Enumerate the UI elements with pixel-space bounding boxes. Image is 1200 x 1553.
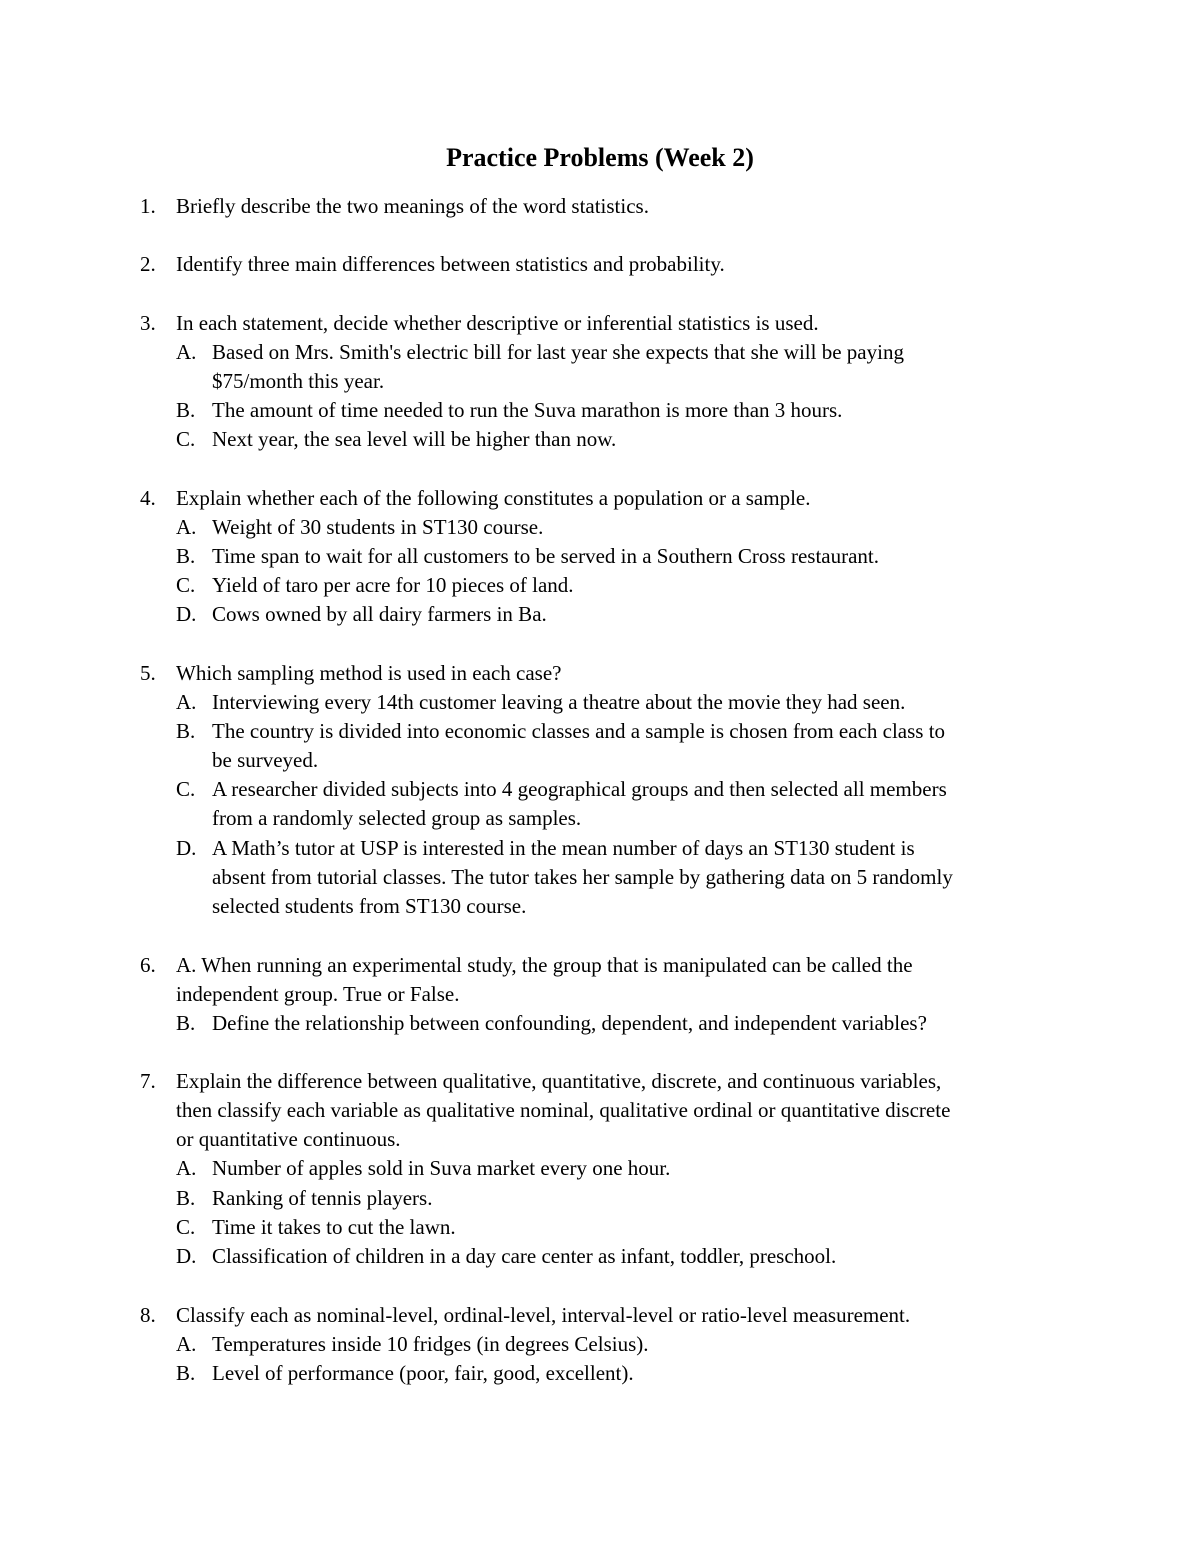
option-letter: B. <box>176 544 196 568</box>
option-text: Weight of 30 students in ST130 course. <box>212 515 544 539</box>
option-letter: B. <box>176 1186 196 1210</box>
option-text: Based on Mrs. Smith's electric bill for last year she expects that she will be paying <box>212 340 904 364</box>
option-text: $75/month this year. <box>212 369 385 393</box>
question-number: 7. <box>140 1069 156 1093</box>
option-letter: D. <box>176 836 197 860</box>
option-text: Level of performance (poor, fair, good, excellent). <box>212 1361 634 1385</box>
question-text: independent group. True or False. <box>176 982 460 1006</box>
option-letter: B. <box>176 719 196 743</box>
question-text: Explain whether each of the following constitutes a population or a sample. <box>176 486 811 510</box>
question-number: 5. <box>140 661 156 685</box>
question-text: Classify each as nominal-level, ordinal-level, interval-level or ratio-level measurement. <box>176 1303 911 1327</box>
question-text: A. When running an experimental study, the group that is manipulated can be called the <box>176 953 913 977</box>
question-number: 1. <box>140 194 156 218</box>
option-text: The amount of time needed to run the Suva marathon is more than 3 hours. <box>212 398 843 422</box>
question-text: Explain the difference between qualitative, quantitative, discrete, and continuous variables, <box>176 1069 942 1093</box>
question-number: 3. <box>140 311 156 335</box>
option-letter: C. <box>176 427 196 451</box>
option-text: Yield of taro per acre for 10 pieces of land. <box>212 573 574 597</box>
question-number: 2. <box>140 252 156 276</box>
question-number: 8. <box>140 1303 156 1327</box>
option-text: be surveyed. <box>212 748 319 772</box>
option-text: Interviewing every 14th customer leaving a theatre about the movie they had seen. <box>212 690 906 714</box>
option-text: Ranking of tennis players. <box>212 1186 433 1210</box>
option-text: Classification of children in a day care center as infant, toddler, preschool. <box>212 1244 837 1268</box>
option-text: A researcher divided subjects into 4 geographical groups and then selected all members <box>212 777 947 801</box>
option-text: The country is divided into economic classes and a sample is chosen from each class to <box>212 719 946 743</box>
option-text: Temperatures inside 10 fridges (in degrees Celsius). <box>212 1332 649 1356</box>
option-letter: A. <box>176 515 197 539</box>
option-text: Cows owned by all dairy farmers in Ba. <box>212 602 547 626</box>
option-text: from a randomly selected group as samples. <box>212 806 582 830</box>
option-letter: C. <box>176 1215 196 1239</box>
option-letter: C. <box>176 777 196 801</box>
option-letter: A. <box>176 1332 197 1356</box>
option-letter: D. <box>176 602 197 626</box>
question-number: 6. <box>140 953 156 977</box>
option-text: Define the relationship between confounding, dependent, and independent variables? <box>212 1011 927 1035</box>
question-text: or quantitative continuous. <box>176 1127 401 1151</box>
option-text: absent from tutorial classes. The tutor takes her sample by gathering data on 5 randomly <box>212 865 953 889</box>
option-letter: A. <box>176 1156 197 1180</box>
option-text: selected students from ST130 course. <box>212 894 527 918</box>
question-text: In each statement, decide whether descriptive or inferential statistics is used. <box>176 311 819 335</box>
option-text: Time it takes to cut the lawn. <box>212 1215 456 1239</box>
question-text: Which sampling method is used in each case? <box>176 661 562 685</box>
option-text: Next year, the sea level will be higher than now. <box>212 427 617 451</box>
question-text: Identify three main differences between statistics and probability. <box>176 252 725 276</box>
option-letter: B. <box>176 1011 196 1035</box>
option-letter: A. <box>176 340 197 364</box>
option-letter: A. <box>176 690 197 714</box>
option-letter: C. <box>176 573 196 597</box>
option-letter: D. <box>176 1244 197 1268</box>
option-letter: B. <box>176 1361 196 1385</box>
option-text: Time span to wait for all customers to be served in a Southern Cross restaurant. <box>212 544 880 568</box>
page-title: Practice Problems (Week 2) <box>446 143 754 172</box>
question-text: then classify each variable as qualitative nominal, qualitative ordinal or quantitative discrete <box>176 1098 951 1122</box>
option-letter: B. <box>176 398 196 422</box>
option-text: Number of apples sold in Suva market every one hour. <box>212 1156 671 1180</box>
question-number: 4. <box>140 486 156 510</box>
question-text: Briefly describe the two meanings of the word statistics. <box>176 194 649 218</box>
option-text: A Math’s tutor at USP is interested in the mean number of days an ST130 student is <box>212 836 915 860</box>
